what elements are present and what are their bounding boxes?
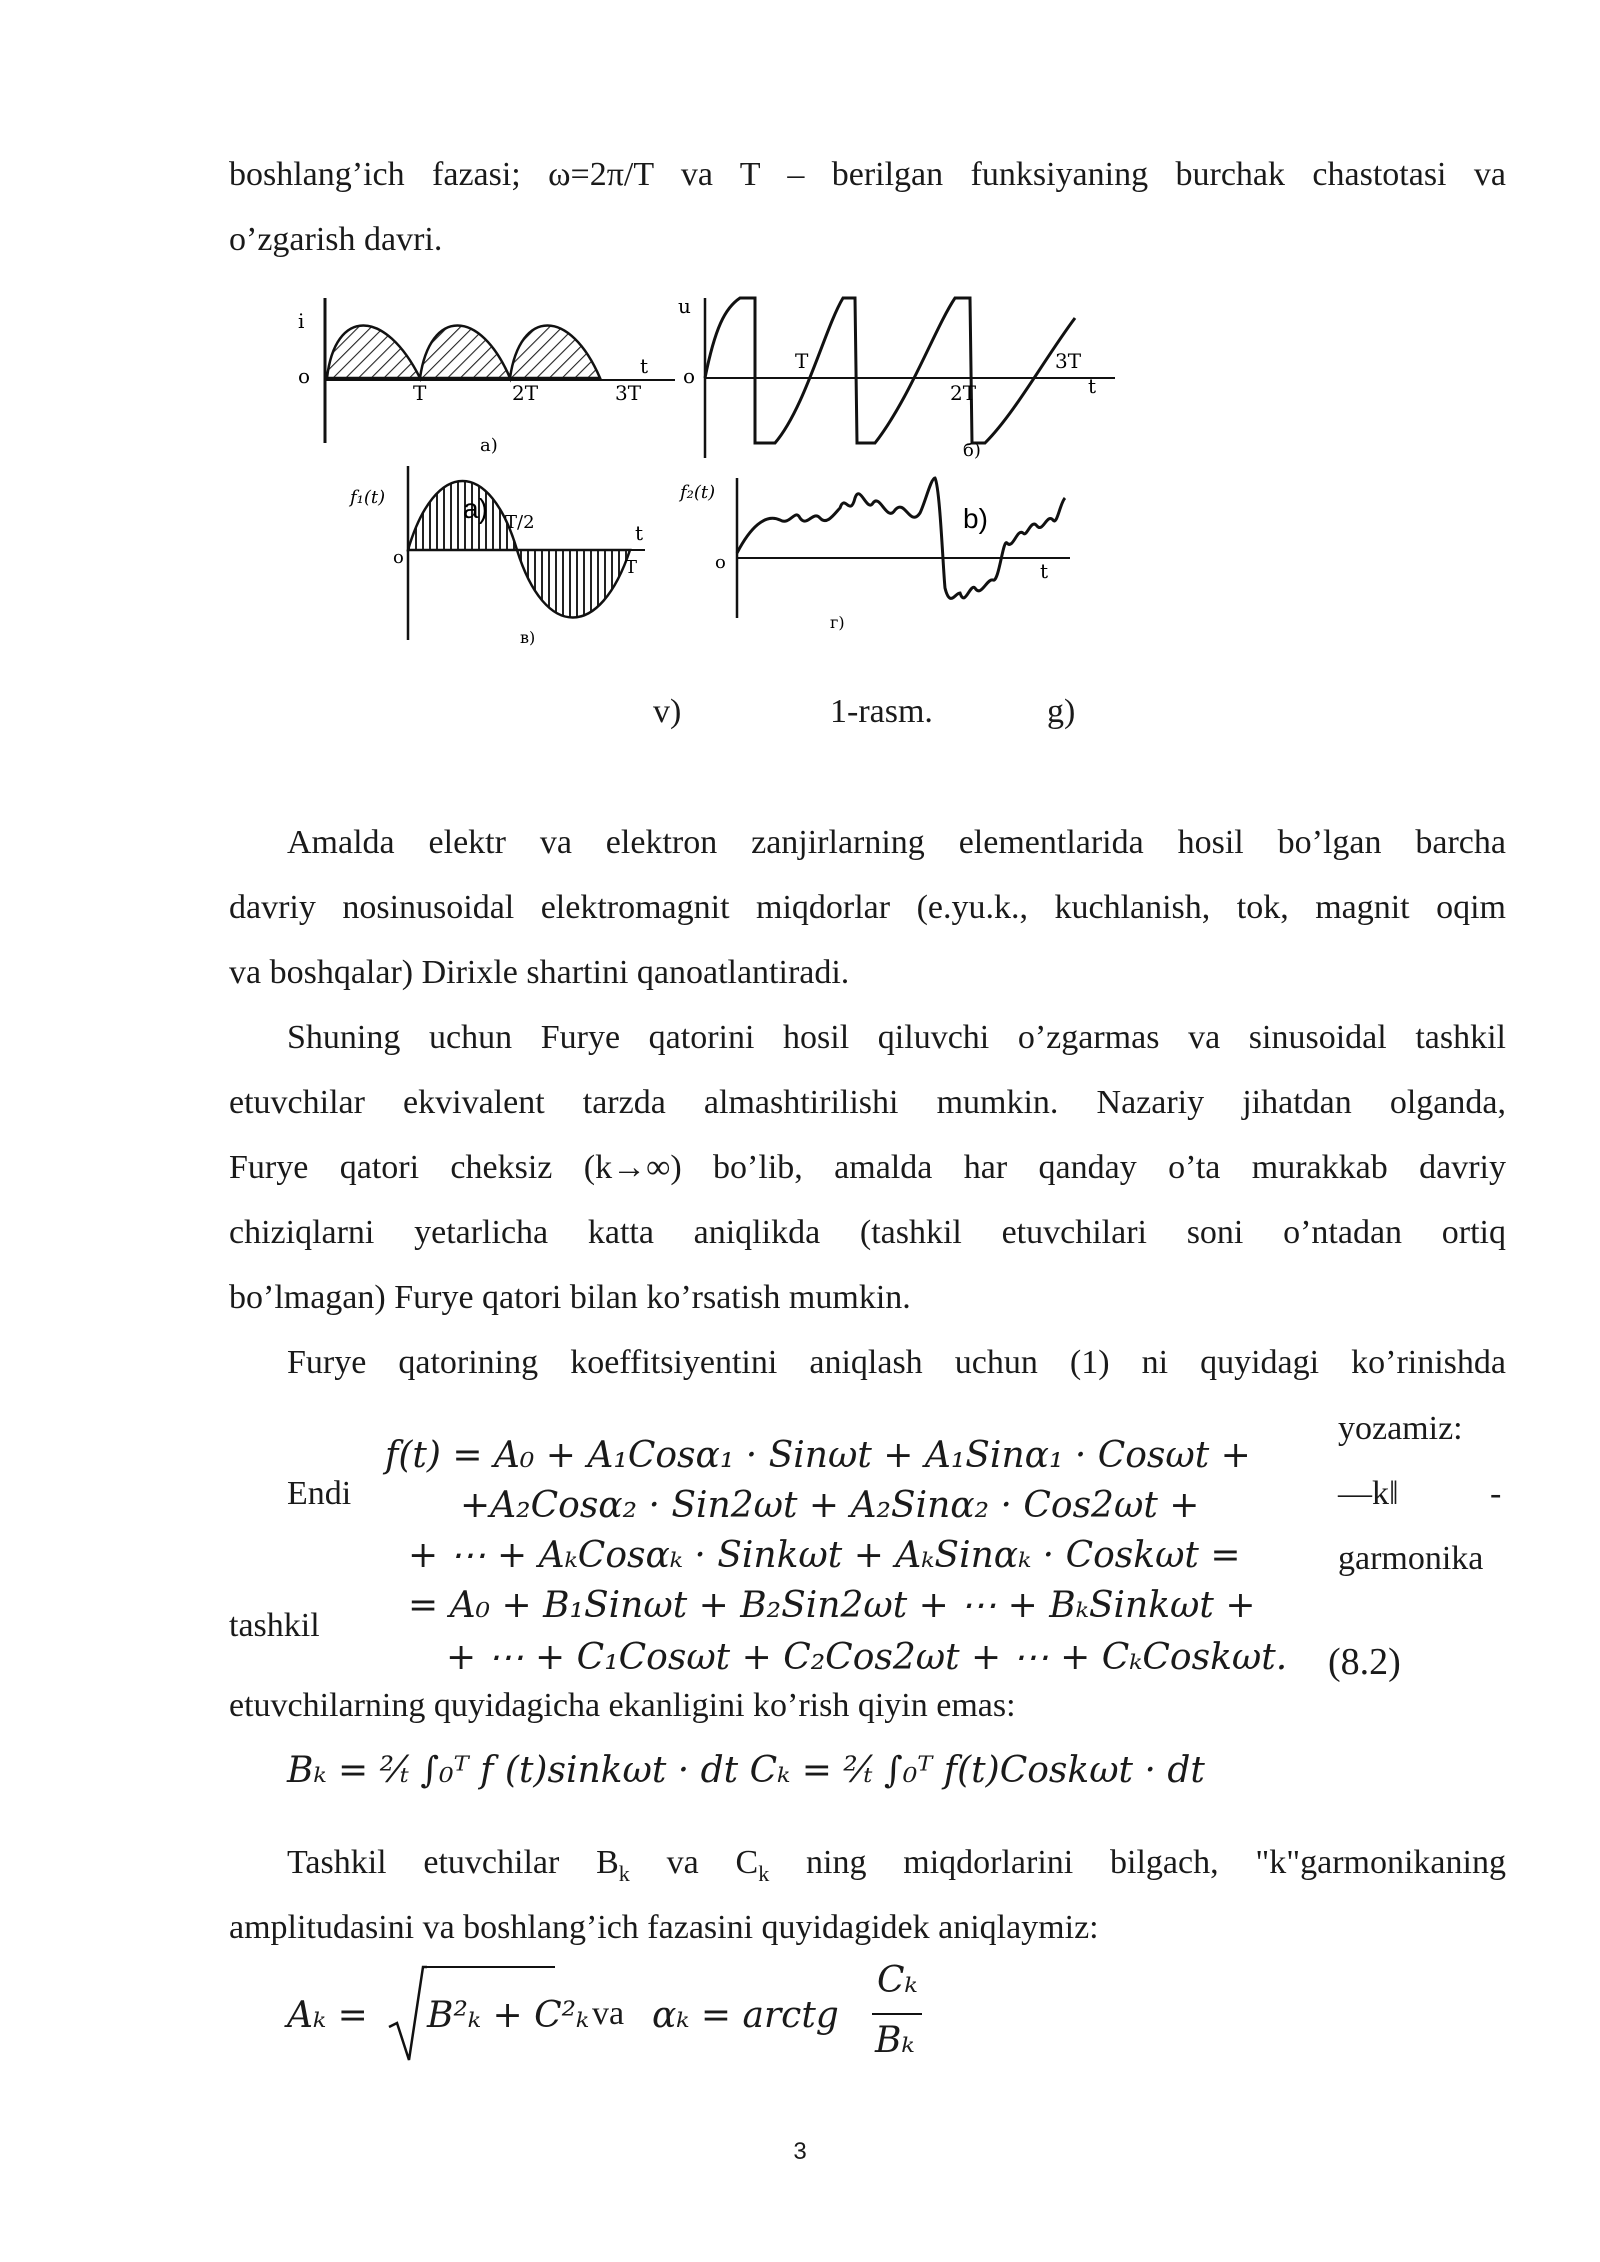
intro-line-2: o’zgarish davri. [229,221,443,258]
side-dash: - [1490,1475,1502,1512]
para2-line2: etuvchilar ekvivalent tarzda almashtirilishi mumkin. Nazariy jihatdan olganda, [229,1084,1506,1121]
tashkil-text-2: va C [629,1844,759,1881]
tashkil-text-1: Tashkil etuvchilar B [287,1844,619,1881]
amplitude-formula [287,1960,987,2070]
tashkil-line2: amplitudasini va boshlang’ich fazasini quyidagidek aniqlaymiz: [229,1909,1099,1946]
panel-a-rectified-wave [298,298,675,456]
coefficient-formulas: Bₖ = ²⁄ₜ ∫₀ᵀ f (t)sinkωt · dt Cₖ = ²⁄ₜ ∫₀ᵀ f(t)Coskωt · dt [287,1750,1205,1791]
panel-c-y-label: f₁(t) [350,487,386,508]
amplitude-denominator: Bₖ [875,2020,915,2061]
amplitude-numerator: Cₖ [877,1960,918,2001]
intro-line-1: boshlang’ich fazasi; ω=2π/T va T – berilgan funksiyaning burchak chastotasi va [229,156,1506,193]
panel-b-tick-1: T [795,349,809,373]
fraction-bar [872,2013,922,2015]
panel-a-t-label: t [640,354,649,378]
panel-d-t-label: t [1040,559,1049,583]
equation-row-2: +A₂Cosα₂ · Sin2ωt + A₂Sinα₂ · Cos2ωt + [460,1485,1200,1526]
para1-line1: Amalda elektr va elektron zanjirlarning elementlarida hosil bo’lgan barcha [287,824,1506,861]
panel-a-tick-1: T [413,381,427,405]
panel-b-tick-2: 2T [950,381,977,405]
figure-caption: 1-rasm. [830,693,933,730]
amplitude-lhs: Aₖ = [287,1995,368,2036]
page-number: 3 [793,2138,807,2165]
panel-b-sawtooth-wave [678,294,1115,461]
equation-row-3: + ⋯ + AₖCosαₖ · Sinkωt + AₖSinαₖ · Coskωt = [408,1535,1241,1576]
para2-line1: Shuning uchun Furye qatorini hosil qiluvchi o’zgarmas va sinusoidal tashkil [287,1019,1506,1056]
para1-line3: va boshqalar) Dirixle shartini qanoatlantiradi. [229,954,850,991]
caption-left: v) [653,693,682,730]
equation-row-5: + ⋯ + C₁Cosωt + C₂Cos2ωt + ⋯ + CₖCoskωt. [446,1637,1288,1678]
equation-row-1: f(t) = A₀ + A₁Cosα₁ · Sinωt + A₁Sinα₁ · Cosωt + [385,1435,1251,1476]
tashkil-sub-2: k [758,1860,770,1886]
panel-b-y-label: u [678,294,691,318]
panel-d-origin: o [715,552,726,573]
amplitude-radicand: B²ₖ + C²ₖ [427,1995,590,2036]
para3-line1: Furye qatorining koeffitsiyentini aniqlash uchun (1) ni quyidagi ko’rinishda [287,1344,1506,1381]
side-garmonika: garmonika [1338,1540,1484,1577]
panel-c-sine-wave [348,466,645,647]
para2-line4: chiziqlarni yetarlicha katta aniqlikda (tashkil etuvchilari soni o’ntadan ortiq [229,1214,1506,1251]
panel-c-tick-1: T/2 [505,512,535,533]
equation-row-4: = A₀ + B₁Sinωt + B₂Sin2ωt + ⋯ + BₖSinkωt + [408,1585,1256,1626]
panel-c-t-label: t [635,521,644,545]
panel-a-caption: a) [480,435,498,456]
panel-b-tick-3: 3T [1055,349,1082,373]
para1-line2: davriy nosinusoidal elektromagnit miqdorlar (e.yu.k., kuchlanish, tok, magnit oqim [229,889,1506,926]
panel-c-tick-2: T [625,557,638,578]
tashkil-sub-1: k [618,1860,630,1886]
para2-line5: bo’lmagan) Furye qatori bilan ko’rsatish mumkin. [229,1279,911,1316]
panel-d-overlay-label: b) [963,503,988,534]
panel-b-t-label: t [1088,374,1097,398]
panel-c-origin: o [393,547,404,568]
amplitude-va: va [592,1995,625,2032]
panel-c-caption: в) [520,628,536,647]
panel-d-caption: г) [830,613,845,632]
sqrt-sign-icon [387,1965,427,2065]
side-tashkil: tashkil [229,1607,320,1644]
panel-b-origin: o [683,364,696,388]
panel-a-origin: o [298,364,311,388]
equation-number: (8.2) [1328,1641,1401,1683]
tashkil-text-3: ning miqdorlarini bilgach, "k"garmonikaning [769,1844,1506,1881]
panel-c-overlay-label: a) [463,493,488,524]
after-equation-line: etuvchilarning quyidagicha ekanligini ko’rish qiyin emas: [229,1687,1016,1724]
panel-a-y-label: i [298,309,305,333]
side-yozamiz: yozamiz: [1338,1410,1463,1447]
panel-d-y-label: f₂(t) [680,482,716,503]
panel-b-caption: б) [963,440,981,461]
panel-a-tick-3: 3T [615,381,642,405]
panel-a-tick-2: 2T [512,381,539,405]
para2-line3: Furye qatori cheksiz (k→∞) bo’lib, amalda har qanday o’ta murakkab davriy [229,1149,1506,1186]
amplitude-alpha: αₖ = arctg [652,1995,839,2036]
caption-right: g) [1047,693,1076,730]
side-k-mark: ―k‖ [1338,1475,1399,1512]
figure-1-rasm [295,288,1145,668]
panel-d-irregular-wave [678,478,1070,632]
side-endi: Endi [287,1475,352,1512]
sqrt-bar [425,1966,555,1968]
